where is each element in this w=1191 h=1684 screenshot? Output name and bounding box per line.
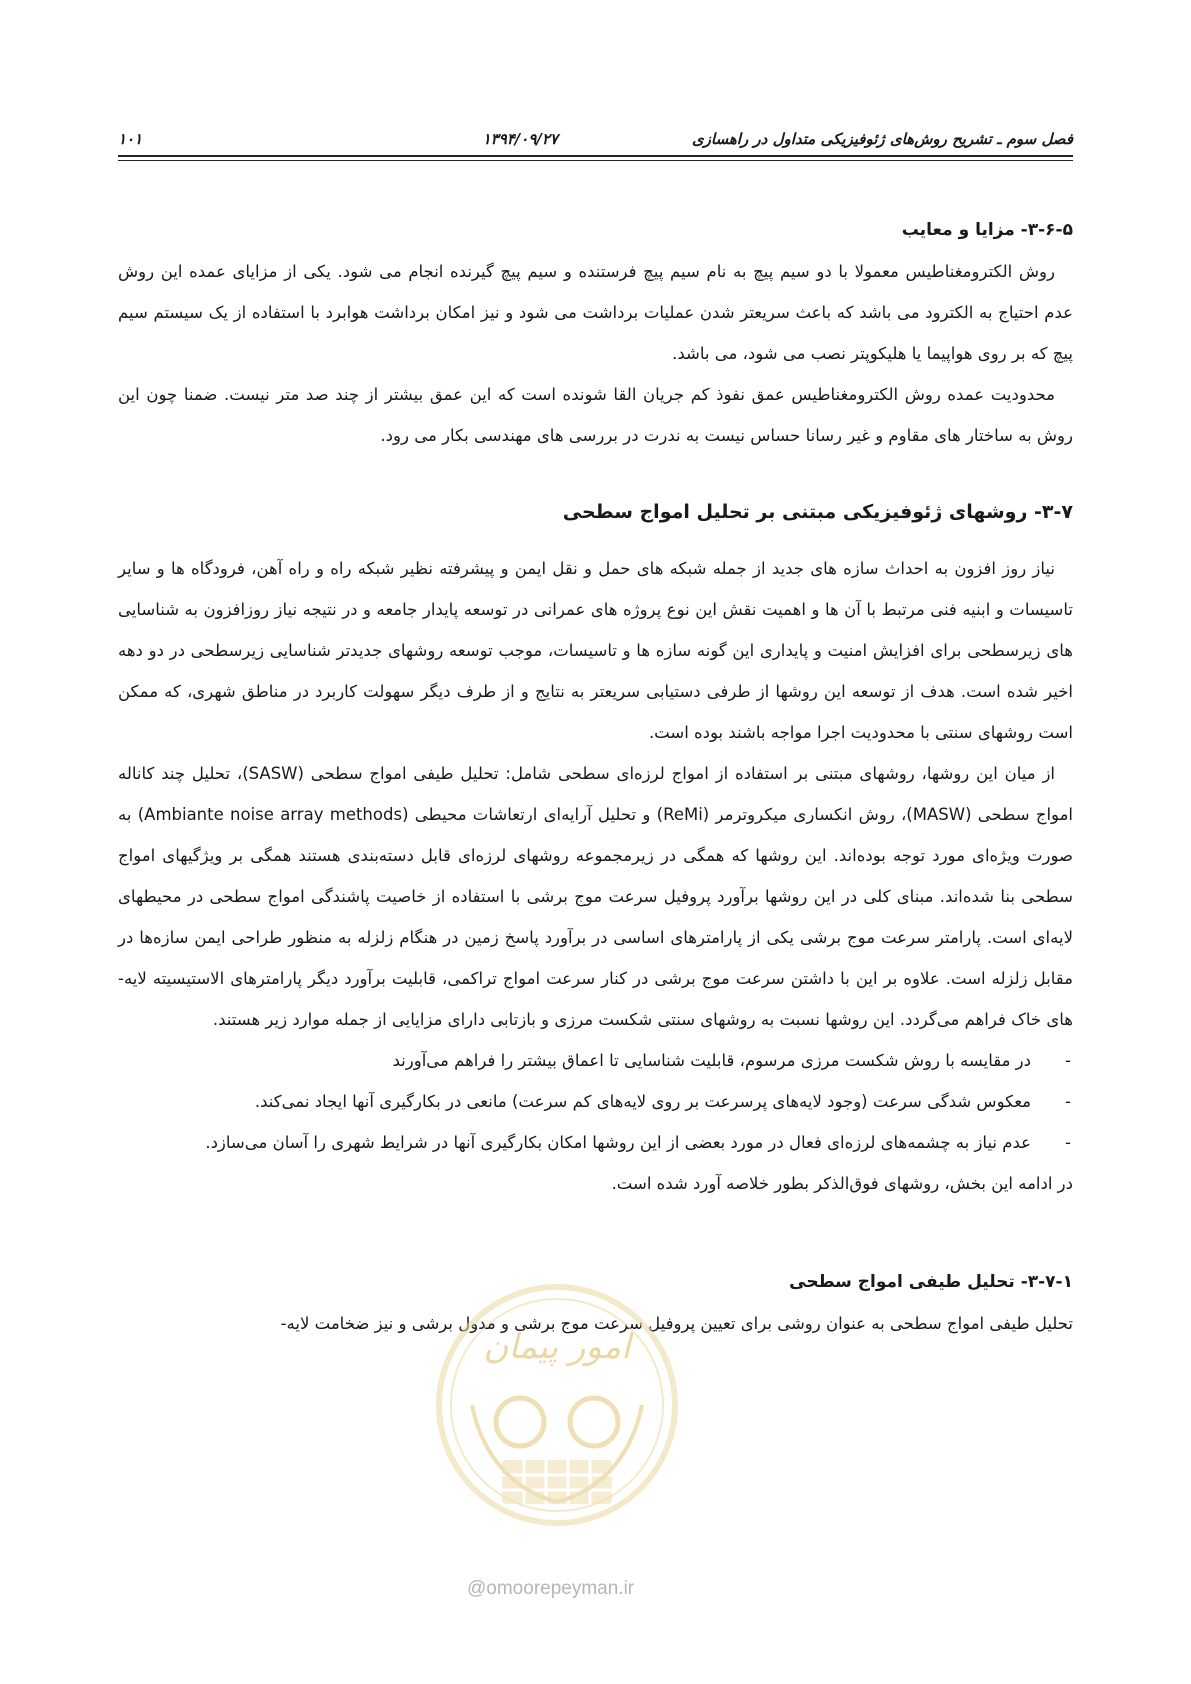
document-page bbox=[118, 0, 1073, 1684]
advantages-list bbox=[118, 1040, 1073, 1163]
running-header bbox=[118, 128, 1073, 154]
paragraph: از میان این روشها، روشهای مبتنی بر استفاده از امواج لرزه‌ای سطحی شامل: تحلیل طیفی امواج سطحی (SASW)، تحلیل چند کاناله امواج سطحی (MASW)، روش انکساری میکروترمر (ReMi) و تحلیل آرایه‌ای ارتعاشات محیطی (Ambiante noise array methods) به صورت ویژه‌ای مورد توجه بوده‌اند. این روشها که همگی در زیرمجموعه روشهای لرزه‌ای قابل دسته‌بندی هستند همگی بر ویژگیهای امواج سطحی بنا شده‌اند. مبنای کلی در این روشها برآورد پروفیل سرعت موج برشی با استفاده از خاصیت پاشندگی امواج سطحی در محیطهای لایه‌ای است. پارامتر سرعت موج برشی یکی از پارامترهای اساسی در برآورد پاسخ زمین در هنگام زلزله به منظور طراحی ایمن سازه‌ها در مقابل زلزله است. علاوه بر این با داشتن سرعت موج برشی در کنار سرعت امواج تراکمی، قابلیت برآورد دیگر پارامترهای الاستیسیته لایه-های خاک فراهم می‌گردد. این روشها نسبت به روشهای سنتی شکست مرزی و بازتابی دارای مزایایی از جمله موارد زیر هستند. bbox=[118, 764, 1073, 1029]
bullet-dash: - bbox=[1065, 1133, 1071, 1152]
paragraph: نیاز روز افزون به احداث سازه های جدید از جمله شبکه های حمل و نقل ایمن و پیشرفته نظیر شبکه راه و راه آهن، فرودگاه ها و سایر تاسیسات و ابنیه فنی مرتبط با آن ها و اهمیت نقش این نوع پروژه های عمرانی در توسعه پایدار جامعه و در نتیجه نیاز روزافزون به شناسایی های زیرسطحی برای افزایش امنیت و پایداری این گونه سازه ها و تاسیسات، موجب توسعه روشهای جدیدتر شناسایی زیرسطحی در دو دهه اخیر شده است. هدف از توسعه این روشها از طرفی دستیابی سریعتر به نتایج و از طرف دیگر سهولت کاربرد در مناطق شهری، که ممکن است روشهای سنتی با محدودیت اجرا مواجه باشند بوده است. bbox=[118, 559, 1073, 742]
page-number: ۱۰۱ bbox=[118, 130, 143, 148]
chapter-title: فصل سوم ـ تشریح روش‌های ژئوفیزیکی متداول در راهسازی bbox=[691, 130, 1073, 148]
section-heading-sasw: ۳-۷-۱- تحلیل طیفی امواج سطحی bbox=[789, 1272, 1073, 1292]
bullet-dash: - bbox=[1065, 1092, 1071, 1111]
paragraph: تحلیل طیفی امواج سطحی به عنوان روشی برای تعیین پروفیل سرعت موج برشی و مدول برشی و نیز ضخامت لایه- bbox=[280, 1314, 1073, 1333]
paragraph: روش الکترومغناطیس معمولا با دو سیم پیچ به نام سیم پیچ فرستنده و سیم پیچ گیرنده انجام می شود. یکی از مزایای عمده این روش عدم احتیاج به الکترود می باشد که باعث سریعتر شدن عملیات برداشت می شود و نیز امکان برداشت هوابرد با استفاده از یک سیستم سیم پیچ که بر روی هواپیما یا هلیکوپتر نصب می شود، می باشد. bbox=[118, 262, 1073, 363]
bullet-dash: - bbox=[1065, 1051, 1071, 1070]
list-item: - معکوس شدگی سرعت (وجود لایه‌های پرسرعت بر روی لایه‌های کم سرعت) مانعی در بکارگیری آنها ایجاد نمی‌کند. bbox=[118, 1081, 1073, 1122]
section-heading-surface-waves: ۳-۷- روشهای ژئوفیزیکی مبتنی بر تحلیل امواج سطحی bbox=[562, 501, 1073, 523]
header-rule-thin bbox=[118, 160, 1073, 161]
list-item: - در مقایسه با روش شکست مرزی مرسوم، قابلیت شناسایی تا اعماق بیشتر را فراهم می‌آورند bbox=[118, 1040, 1073, 1081]
body-content bbox=[118, 210, 1073, 1344]
header-date: ۱۳۹۴/۰۹/۲۷ bbox=[482, 130, 558, 148]
section-heading-advantages: ۳-۶-۵- مزایا و معایب bbox=[901, 220, 1073, 240]
list-item: - عدم نیاز به چشمه‌های لرزه‌ای فعال در مورد بعضی از این روشها امکان بکارگیری آنها در شرایط شهری را آسان می‌سازد. bbox=[118, 1122, 1073, 1163]
paragraph: در ادامه این بخش، روشهای فوق‌الذکر بطور خلاصه آورد شده است. bbox=[611, 1174, 1073, 1193]
paragraph: محدودیت عمده روش الکترومغناطیس عمق نفوذ کم جریان القا شونده است که این عمق بیشتر از چند صد متر نیست. ضمنا چون این روش به ساختار های مقاوم و غیر رسانا حساس نیست به ندرت در بررسی های مهندسی بکار می رود. bbox=[118, 385, 1073, 445]
header-rule bbox=[118, 155, 1073, 157]
watermark-logo-text: امور پیمان bbox=[483, 1327, 631, 1367]
watermark-url: @omoorepeyman.ir bbox=[467, 1578, 635, 1599]
